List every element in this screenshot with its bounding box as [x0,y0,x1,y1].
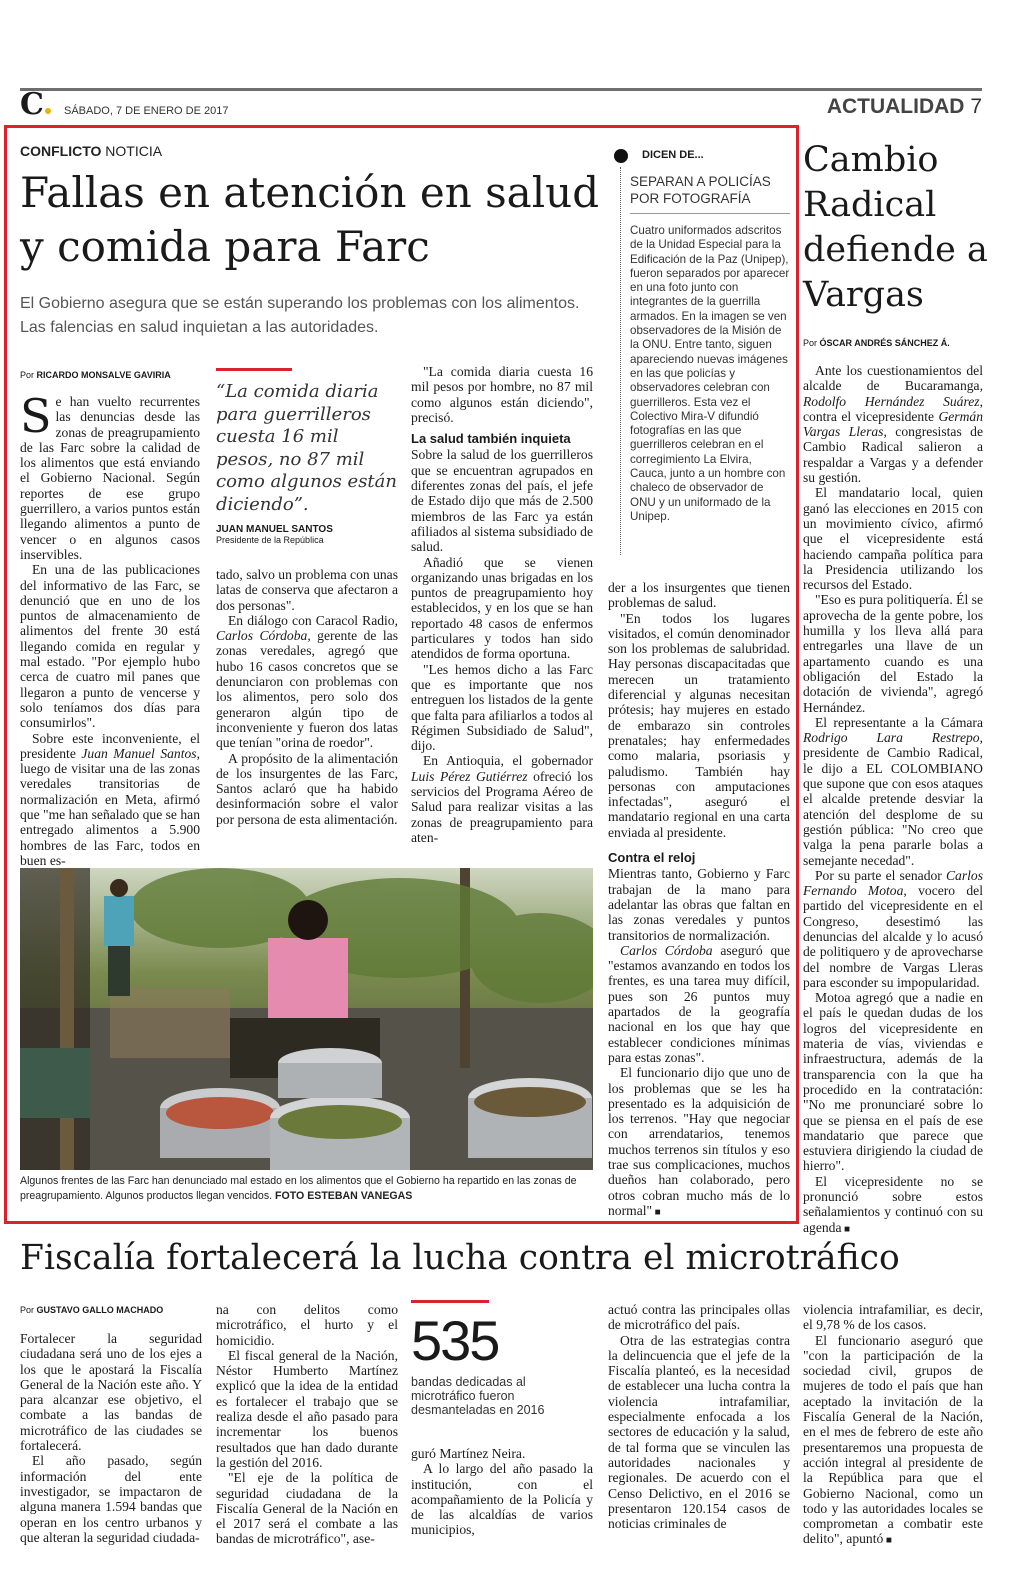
pull-quote [216,368,398,545]
speech-bubble-icon [614,149,628,163]
kicker-type: NOTICIA [105,143,163,159]
article-photo [20,868,593,1170]
bottom-col-5: violencia intrafamiliar, es decir, el 9,78 % de los casos. El funcionario aseguró que "con la participación de la sociedad civil, grupos de mujeres de todo el país que han aceptado la invitación de la Fiscalía General de la Nación, en el mes de febrero de este año presentaremos una propuesta de acción integral al presidente de la República para que el Gobierno Nacional, como un todo y las autoridades locales se comprometan a combatir este delito", apuntó ■ [803,1302,983,1549]
photo-illustration [20,868,593,1170]
pull-quote-name: JUAN MANUEL SANTOS [216,524,333,535]
sidebar-header [608,145,790,165]
bottom-col-3: guró Martínez Neira. A lo largo del año pasado la institución, con el acompañamiento de la Policía y de las alcaldías de varios municipios, [411,1446,593,1538]
pull-quote-role: Presidente de la República [216,535,324,545]
main-col-4: der a los insurgentes que tienen problemas de salud. "En todos los lugares visitados, el común denominador son los problemas de salubridad. Hay personas discapacitadas que merecen un tratamiento diferencial y algunas necesitan prótesis; hay mujeres en estado de embarazo sin controles prenatales; hay enfermedades como malaria, psoriasis y paludismo. También hay personas con amputaciones infectadas", aseguró el mandatario regional en una carta enviada al presidente. Contra el reloj Mientras tanto, Gobierno y Farc trabajan de la mano para adelantar las obras que faltan en las zonas veredales y puntos transitorios de normalización. Carlos Córdoba aseguró que "estamos avanzando en todos los frentes, es una tarea muy difícil, pues son 26 puntos muy apartados de la geografía nacional en los que hay que establecer condiciones mínimas para estas zonas". El funcionario dijo que uno de los problemas que se les ha presentado es la adquisición de los terrenos. "Hay que negociar con arrendatarios, tenemos muchos terrenos sin títulos y eso trae sus complicaciones, muchos dueños han colaborado, pero otros cobran mucho más de lo normal" ■ [608,580,790,1220]
photo-credit: FOTO ESTEBAN VANEGAS [275,1190,413,1202]
header-date: SÁBADO, 7 DE ENERO DE 2017 [64,105,229,117]
sidebar-dicen-de [608,145,790,555]
kicker-category: CONFLICTO [20,143,102,159]
sidebar-label: DICEN DE... [642,149,704,161]
main-col-3: "La comida diaria cuesta 16 mil pesos por hombre, no 87 mil como algunos están diciendo", precisó. La salud también inquieta Sobre la salud de los guerrilleros que se encuentran agrupados en diferentes zonas del país, el jefe de Estado dijo que más de 2.500 miembros de las Farc ya están afiliados al sistema subsidiado de salud. Añadió que se vienen organizando unas brigadas en los puntos de preagrupamiento hoy establecidos, y en los que se han reportado 48 casos de enfermos particulares y todos han sido atendidos de forma oportuna. "Les hemos dicho a las Farc que es importante que nos entreguen los listados de la gente que falta para afiliarlos a todos al Régimen Subsidiado de Salud", dijo. En Antioquia, el gobernador Luis Pérez Gutiérrez ofreció los servicios del Programa Aéreo de Salud para realizar visitas a las zonas de preagrupamiento para aten- [411,364,593,845]
page-header [20,86,982,122]
sidebar-title: SEPARAN A POLICÍAS POR FOTOGRAFÍA [630,174,771,206]
main-col-1: Se han vuelto recurrentes las denuncias desde las zonas de preagrupamiento de las Farc sobre la calidad de los alimentos que está enviando el Gobierno Nacional. Según reportes de ese grupo guerrillero, a varios puntos están llegando alimentos a punto de vencer o en algunos casos inservibles. En una de las publicaciones del informativo de las Farc, se denunció que en uno de los puntos de almacenamiento de alimentos del frente 30 está llegando comida en regular y mal estado. "Por ejemplo hubo cerca de cuatro mil panes que llegaron a punto de vencerse y solo teníamos dos días para consumirlos". Sobre este inconveniente, el presidente Juan Manuel Santos, luego de visitar una de las zonas veredales transitorias de normalización en Meta, afirmó que "me han señalado que se han entregado alimentos a 5.900 hombres de las Farc, todos en buen es- [20,389,200,868]
bottom-headline: Fiscalía fortalecerá la lucha contra el microtráfico [20,1238,900,1278]
pull-quote-text: “La comida diaria para guerrilleros cuesta 16 mil pesos, no 87 mil como algunos están diciendo”. [216,381,397,515]
main-col-2: tado, salvo un problema con unas latas de conserva que afectaron a dos personas". En diálogo con Caracol Radio, Carlos Córdoba, gerente de las zonas veredales, agregó que hubo 16 casos concretos que se denunciaron con problemas con los alimentos, pero solo dos generaron algún tipo de inconveniente y fueron dos latas que tenían "orina de roedor". A propósito de la alimentación de los insurgentes de las Farc, Santos aclaró que ha habido desinformación sobre el valor por persona de esta alimentación. [216,567,398,827]
bottom-col-1: Fortalecer la seguridad ciudadana será uno de los ejes a los que le apostará la Fiscalía General de la Nación este año. Y para alcanzar ese objetivo, el combate a las bandas de microtráfico de las ciudades se fortalecerá. El año pasado, según información del ente investigador, se impactaron de alguna manera 1.594 bandas que operan en los centro urbanos y que alteran la seguridad ciudada- [20,1331,202,1545]
header-rule [20,88,982,91]
page-number: 7 [970,95,982,118]
logo-dot [45,108,51,114]
stat-text: bandas dedicadas al microtráfico fueron desmanteladas en 2016 [411,1375,545,1417]
logo: C [20,90,51,120]
subhead-salud: La salud también inquieta [411,431,571,447]
pull-quote-rule [216,368,292,371]
sidebar-dotted-rule [620,167,621,555]
article-kicker [20,143,162,159]
bottom-byline: Por GUSTAVO GALLO MACHADO [20,1305,164,1315]
main-byline: Por RICARDO MONSALVE GAVIRIA [20,370,171,380]
section-label [827,95,982,119]
photo-caption: Algunos frentes de las Farc han denunciado mal estado en los alimentos que el Gobierno ha repartido en las zonas de preagrupamiento. Algunos productos llegan vencidos. FOTO ESTEBAN VANEGAS [20,1175,577,1202]
bottom-col-2: na con delitos como microtráfico, el hurto y el homicidio. El fiscal general de la Nación, Néstor Humberto Martínez explicó que la idea de la entidad es fortalecer el trabajo que se realiza desde el año pasado para incrementar los buenos resultados que han dado durante la gestión del 2016. "El eje de la política de seguridad ciudadana de la Fiscalía General de la Nación en el 2017 será el combate a las bandas de microtráfico", ase- [216,1302,398,1547]
right-headline: Cambio Radical defiende a Vargas [803,140,988,315]
right-byline: Por ÓSCAR ANDRÉS SÁNCHEZ Á. [803,338,950,348]
bottom-col-4: actuó contra las principales ollas de microtráfico del país. Otra de las estrategias contra la delincuencia que el jefe de la Fiscalía planteó, es la necesidad de establecer una lucha contra la violencia intrafamiliar, especialmente enfocada a los sectores de educación y la salud, de tal forma que se vinculen las autoridades nacionales y regionales. De acuerdo con el Censo Delictivo, en el 2016 se presentaron 120.154 casos de noticias criminales de [608,1302,790,1532]
section-name: ACTUALIDAD [826,95,965,118]
main-deck: El Gobierno asegura que se están superando los problemas con los alimentos. Las falencias en salud inquietan a las autoridades. [20,295,580,336]
sidebar-body: Cuatro uniformados adscritos de la Unidad Especial para la Edificación de la Paz (Unipep), fueron separados por aparecer en una foto junto con integrantes de la guerrilla armados. En la imagen se ven observadores de la Misión de la ONU. Entre tanto, siguen apareciendo nuevas imágenes en las que policías y observadores celebran con guerrilleros. Esta vez el Colectivo Mira-V difundió fotografías en las que guerrilleros celebran en el corregimiento La Elvira, Cauca, junto a un hombre con chaleco de observador de ONU y un uniformado de la Unipep. [630,224,790,523]
stat-number: 535 [411,1309,499,1372]
main-headline: Fallas en atención en salud y comida para Farc [20,168,600,271]
drop-cap: S [20,389,52,443]
stat-rule [411,1300,489,1303]
stat-box [411,1300,593,1417]
subhead-reloj: Contra el reloj [608,850,696,866]
right-col: Ante los cuestionamientos del alcalde de Bucaramanga, Rodolfo Hernández Suárez, contra el vicepresidente Germán Vargas Lleras, congresistas de Cambio Radical salieron a respaldar a Vargas y a defender su gestión. El mandatario local, quien ganó las elecciones en 2015 con un movimiento cívico, afirmó que el vicepresidente está haciendo campaña política para la Presidencia utilizando los recursos del Estado. "Eso es pura politiquería. Él se aprovecha de la gente pobre, los humilla y los lleva allá para entregarles una llave de un apartamento cuando es una obligación del Estado la dotación de vivienda", agregó Hernández. El representante a la Cámara Rodrigo Lara Restrepo, presidente de Cambio Radical, le dijo a EL COLOMBIANO que supone que con esos ataques el alcalde pretende desviar la atención del desplome de su gestión pública: "No creo que valga la pena pararle bolas a semejante necedad". Por su parte el senador Carlos Fernando Motoa, vocero del partido del vicepresidente en el Congreso, desestimó las denuncias del alcalde y lo acusó de politiquero y de aprovecharse del nombre de Vargas Lleras para esconder su impopularidad. Motoa agregó que a nadie en el país le quedan dudas de los logros del vicepresidente en materia de vías, viviendas e infraestructura, además de la transparencia con la que ha procedido en la contratación: "No me pronunciaré sobre lo que se piensa en el país de ese mandatario que parece que estuviera dirigiendo la ciudad de hierro". El vicepresidente no se pronunció sobre estos señalamientos y continuó con su agenda ■ [803,363,983,1237]
sidebar-title-rule [630,213,790,214]
